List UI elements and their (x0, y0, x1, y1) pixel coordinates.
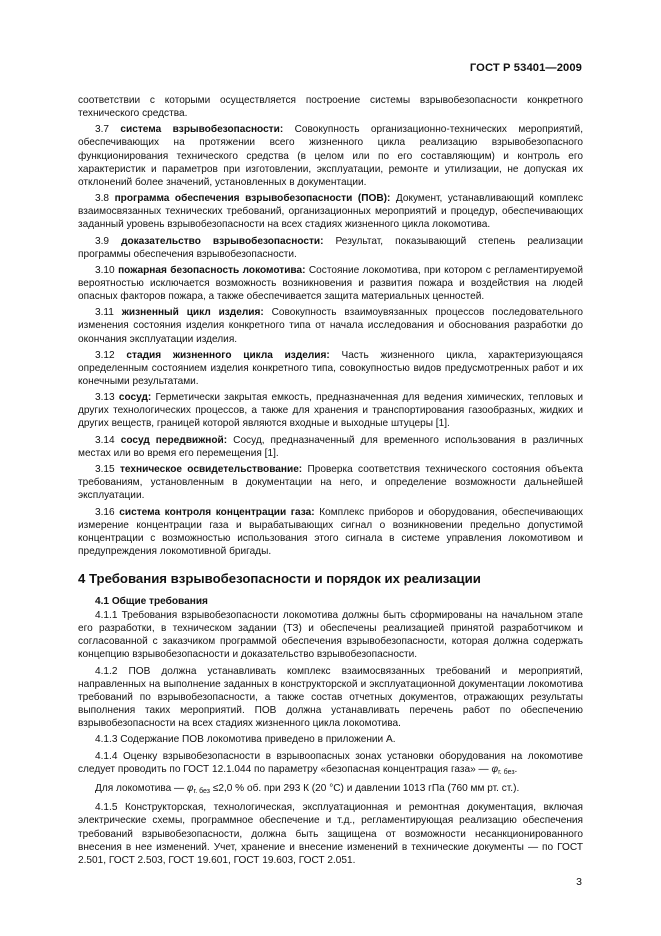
definition-number: 3.10 (95, 264, 115, 276)
definition-number: 3.8 (95, 193, 110, 205)
formula-rest: ≤2,0 % об. при 293 К (20 °С) и давлении 1013 гПа (760 мм рт. ст.). (212, 783, 520, 795)
definition-text: Проверка соответствия технического состояния объекта требованиям, установленным в документации на него, и определение возможности дальнейшей эксплуатации. (78, 464, 583, 502)
definition-term: стадия жизненного цикла изделия: (126, 349, 330, 361)
clause-4-1-1: 4.1.1 Требования взрывобезопасности локомотива должны быть сформированы на начальном этапе его разработки, в техническом задании (ТЗ) и обеспечены реализацией принятой разработчиком и согласованной с заказчиком программой обеспечения взрывобезопасности, которая должна содержать концепцию взрывобезопасности и доказательство взрывобезопасности. (78, 610, 583, 661)
definition-3-7 (78, 123, 583, 188)
definition-number: 3.13 (95, 392, 115, 404)
definition-number: 3.7 (95, 124, 110, 136)
definition-number: 3.16 (95, 506, 115, 518)
intro-paragraph: соответствии с которыми осуществляется построение системы взрывобезопасности конкретного технического средства. (78, 95, 583, 120)
definition-term: жизненный цикл изделия: (121, 307, 264, 319)
clause-4-1-4: 4.1.4 Оценку взрывобезопасности в взрывоопасных зонах установки оборудования на локомотиве следует проводить по ГОСТ 12.1.044 по параметру «безопасная концентрация газа» — $\varphi_{г. без}$. (78, 750, 583, 776)
definition-text: Комплекс приборов и оборудования, обеспечивающих измерение концентрации газа и вырабатывающих сигнал о возникновении предельно допустимой концентрации с возможностью использования этого сигнала в системе управления локомотивом и предупреждения локомотивной бригады. (78, 506, 583, 557)
definition-text: Состояние локомотива, при котором с регламентируемой вероятностью исключается возможность возникновения и развития пожара и воздействия на людей опасных факторов пожара, а также обеспечивается защита материальных ценностей. (78, 264, 584, 303)
definition-number: 3.12 (95, 349, 115, 361)
definition-number: 3.9 (95, 235, 110, 247)
definition-3-9 (78, 235, 583, 261)
definition-term: система контроля концентрации газа: (119, 506, 315, 518)
document-code-header: ГОСТ Р 53401—2009 (469, 62, 582, 74)
definition-text: Герметически закрытая емкость, предназначенная для ведения химических, тепловых и других технологических процессов, а также для хранения и транспортирования газообразных, жидких и других веществ, границей которой являются входные и выходные штуцеры [1]. (78, 392, 583, 430)
definition-text: Сосуд, предназначенный для временного использования в различных местах или во время его перемещения [1]. (78, 434, 583, 459)
phi-symbol: φ (491, 763, 499, 775)
definition-term: сосуд передвижной: (120, 434, 228, 446)
definition-number: 3.11 (95, 307, 114, 319)
definition-text: Совокупность организационно-технических мероприятий, обеспечивающих на протяжении всего жизненного цикла реализацию взрывобезопасного функционирования технического средства (в целом или по его составляющим) и контроль его характеристик и параметров при изготовлении, эксплуатации, ремонте и утилизации, не допуская их отклонений более значений, установленных в документации. (78, 124, 583, 188)
definition-number: 3.14 (95, 434, 115, 446)
page-body (78, 94, 583, 870)
definition-text: Совокупность взаимоувязанных процессов последовательного изменения состояния изделия конкретного типа от начала исследования и обоснования разработки до окончания эксплуатации изделия. (78, 307, 583, 345)
definition-3-13 (78, 391, 583, 430)
definition-3-10 (78, 264, 583, 303)
definition-term: сосуд: (118, 392, 152, 404)
definition-text: Результат, показывающий степень реализации программы обеспечения взрывобезопасности. (78, 235, 583, 260)
subsection-4-1-title: 4.1 Общие требования (95, 596, 208, 608)
phi-symbol-2: φ (186, 783, 194, 795)
definition-term: система взрывобезопасности: (120, 124, 284, 136)
definition-3-14 (78, 434, 583, 460)
definition-3-8 (78, 192, 583, 231)
definition-number: 3.15 (95, 464, 115, 476)
page-number: 3 (576, 876, 582, 888)
clause-4-1-3: 4.1.3 Содержание ПОВ локомотива приведено в приложении А. (95, 734, 396, 746)
definition-3-16 (78, 506, 583, 558)
definition-term: техническое освидетельствование: (119, 464, 303, 476)
phi-subscript-2: г. без (193, 788, 210, 796)
definition-term: программа обеспечения взрывобезопасности (ПОВ): (114, 193, 391, 205)
definition-text: Документ, устанавливающий комплекс взаимосвязанных технических требований, организационных мероприятий и процедур, обеспечивающих заданный уровень взрывобезопасности на всех стадиях жизненного цикла локомотива. (78, 193, 583, 231)
definition-3-15 (78, 463, 583, 502)
definitions-list (78, 123, 583, 558)
phi-subscript: г. без (498, 768, 515, 776)
definition-term: доказательство взрывобезопасности: (121, 235, 324, 247)
clause-4-1-5: 4.1.5 Конструкторская, технологическая, эксплуатационная и ремонтная документация, включая электрические схемы, программное обеспечение и т.д., регламентирующая реализацию обеспечения требований взрывобезопасности, должна быть защищена от возможности несанкционированного внесения в нее изменений. Учет, хранение и внесение изменений в технические документы — по ГОСТ 2.501, ГОСТ 2.503, ГОСТ 19.601, ГОСТ 19.603, ГОСТ 2.051. (78, 802, 583, 866)
section-4-title: 4 Требования взрывобезопасности и порядок их реализации (78, 570, 481, 586)
definition-3-12 (78, 349, 583, 388)
formula-lead: Для локомотива — (95, 783, 185, 795)
definition-term: пожарная безопасность локомотива: (118, 264, 306, 276)
clause-4-1-2: 4.1.2 ПОВ должна устанавливать комплекс взаимосвязанных требований и мероприятий, направленных на выполнение заданных в конструкторской и эксплуатационной документации локомотива требований по взрывобезопасности, а также состав отчетных документов, отражающих результаты выполнения таких мероприятий. ПОВ должна устанавливать перечень работ по обеспечению взрывобезопасности на всех стадиях жизненного цикла локомотива. (78, 665, 583, 730)
definition-text: Часть жизненного цикла, характеризующаяся определенным состоянием изделия конкретного типа, совокупностью видов предусмотренных работ и их конечными результатами. (78, 349, 583, 387)
clause-4-1-4-text: 4.1.4 Оценку взрывобезопасности в взрывоопасных зонах установки оборудования на локомотиве следует проводить по ГОСТ 12.1.044 по параметру «безопасная концентрация газа» — (78, 750, 583, 775)
definition-3-11 (78, 306, 583, 345)
locomotive-formula (78, 782, 583, 798)
